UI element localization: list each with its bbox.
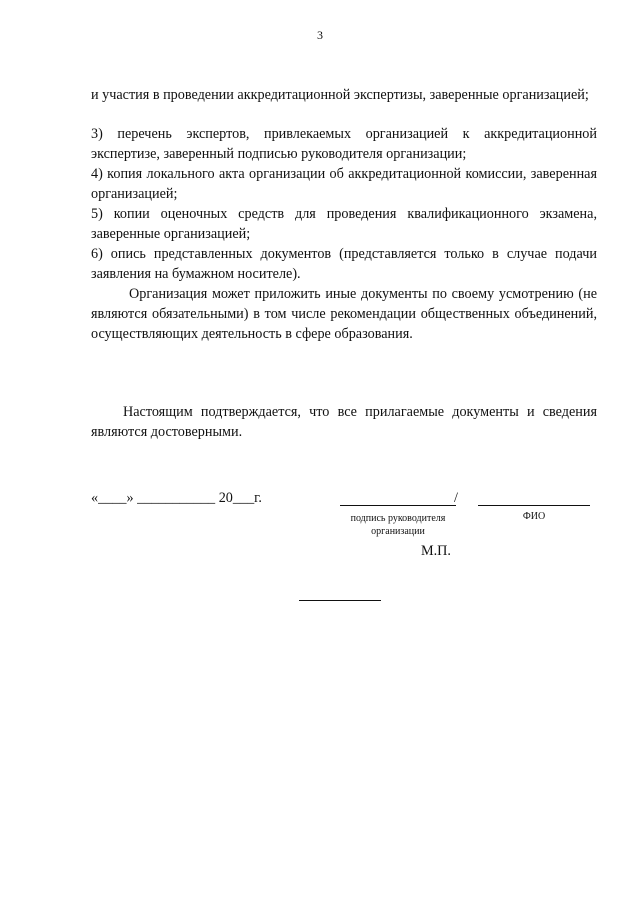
end-divider [299, 600, 381, 601]
paragraph-item-3-experts-list: 3) перечень экспертов, привлекаемых организацией к аккредитационной экспертизе, заверенный подписью руководителя организации; [91, 126, 597, 162]
signature-caption: подпись руководителя организации [350, 513, 446, 537]
paragraph-item-4-local-act-copy: 4) копия локального акта организации об аккредитационной комиссии, заверенная организацией; [91, 166, 597, 202]
paragraph-item-continuation: и участия в проведении аккредитационной экспертизы, заверенные организацией; [91, 87, 589, 103]
paragraph-optional-documents: Организация может приложить иные документы по своему усмотрению (не являются обязательными) в том числе рекомендации общественных объединений, осуществляющих деятельность в сфере образования. [91, 286, 597, 342]
stamp-placeholder: М.П. [421, 543, 451, 559]
signature-line [340, 505, 456, 506]
paragraph-item-6-documents-inventory: 6) опись представленных документов (представляется только в случае подачи заявления на бумажном носителе). [91, 246, 597, 282]
page-number: 3 [317, 28, 323, 42]
fio-caption: ФИО [522, 511, 546, 522]
signature-slash: / [454, 490, 458, 506]
signature-date-field: «____» ___________ 20___г. [91, 490, 262, 506]
fio-line [478, 505, 590, 506]
paragraph-confirmation: Настоящим подтверждается, что все прилагаемые документы и сведения являются достоверными. [91, 404, 597, 440]
paragraph-item-5-assessment-copies: 5) копии оценочных средств для проведения квалификационного экзамена, заверенные организацией; [91, 206, 597, 242]
